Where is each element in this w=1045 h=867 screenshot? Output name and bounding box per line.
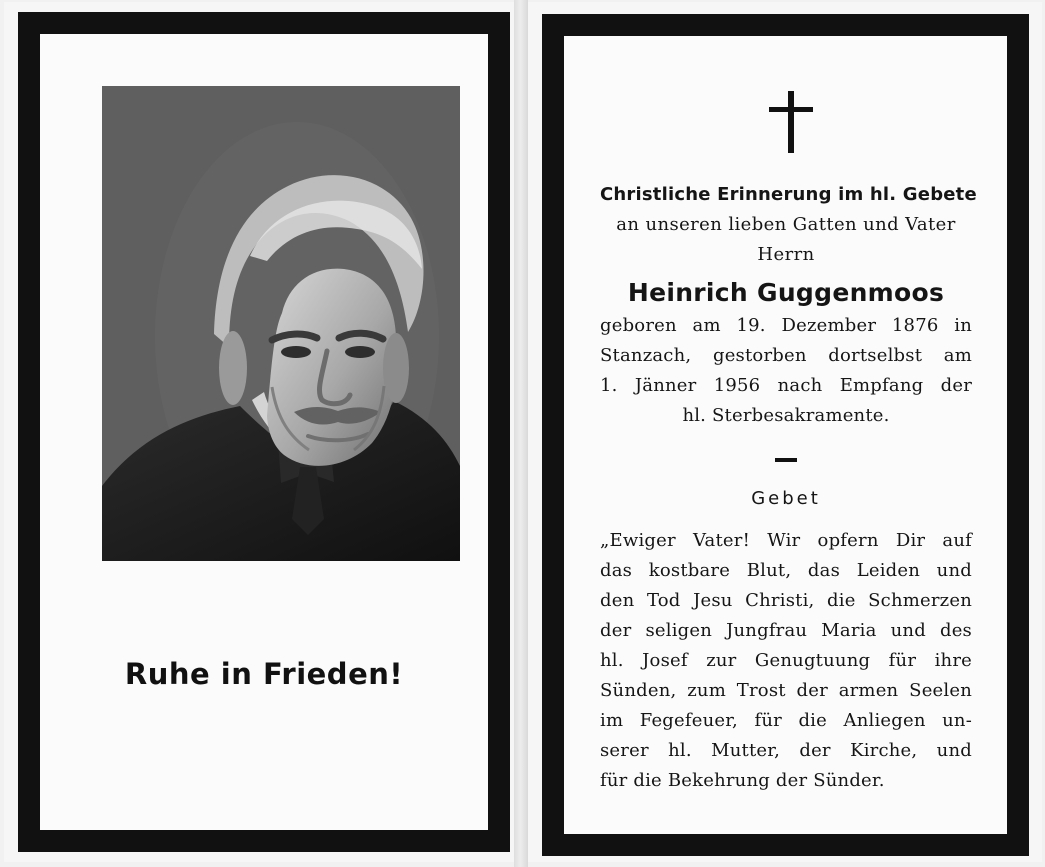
biography (600, 311, 972, 431)
memorial-phrase: Ruhe in Frieden! (124, 657, 404, 691)
card-fold (514, 0, 528, 867)
dedication-line: an unseren lieben Gatten und Vater (616, 214, 956, 235)
bio-line: geboren am 19. Dezember 1876 in (600, 315, 972, 336)
prayer-line: Sünden, zum Trost der armen Seelen (600, 680, 972, 701)
portrait-image (102, 86, 460, 561)
honorific-line: Herrn (757, 244, 815, 265)
prayer-line: den Tod Jesu Christi, die Schmerzen (600, 590, 972, 611)
bio-line: Stanzach, gestorben dortselbst am (600, 345, 972, 366)
bio-line: 1. Jänner 1956 nach Empfang der (600, 375, 972, 396)
left-black-frame (18, 12, 510, 852)
right-black-frame (542, 14, 1029, 856)
prayer-text (600, 526, 972, 796)
prayer-line: für die Bekehrung der Sünder. (600, 770, 885, 791)
prayer-line: im Fegefeuer, für die Anliegen un- (600, 710, 972, 731)
prayer-line: der seligen Jungfrau Maria und des (600, 620, 972, 641)
right-memorial-card (528, 2, 1042, 862)
left-memorial-card (4, 2, 514, 862)
prayer-line: „Ewiger Vater! Wir opfern Dir auf (600, 530, 972, 551)
bio-line: hl. Sterbesakramente. (682, 405, 890, 426)
portrait-photo (102, 86, 460, 561)
cross-icon (769, 91, 813, 153)
prayer-title: Gebet (751, 488, 821, 509)
section-divider (775, 458, 797, 462)
deceased-name: Heinrich Guggenmoos (627, 278, 945, 307)
prayer-line: das kostbare Blut, das Leiden und (600, 560, 972, 581)
memorial-heading: Christliche Erinnerung im hl. Gebete (600, 184, 977, 205)
prayer-line: hl. Josef zur Genugtuung für ihre (600, 650, 972, 671)
prayer-line: serer hl. Mutter, der Kirche, und (600, 740, 972, 761)
memorial-text-block (600, 171, 977, 796)
